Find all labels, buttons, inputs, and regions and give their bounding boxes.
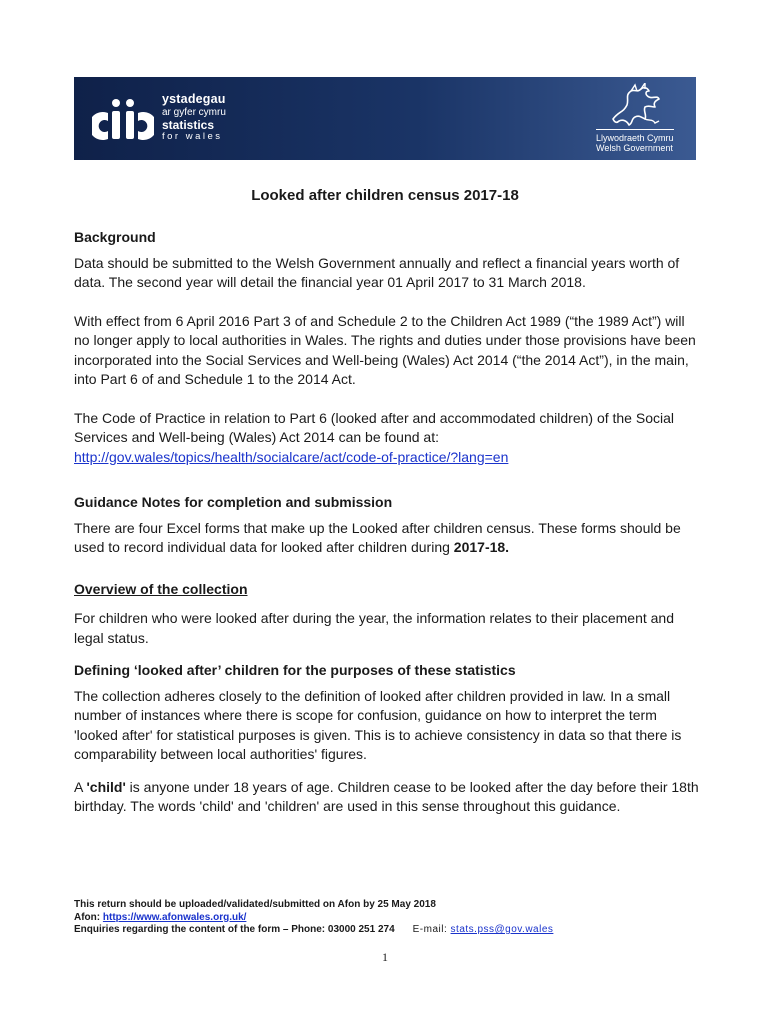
afon-label: Afon:: [74, 911, 103, 923]
statistics-wales-wordmark: [162, 93, 226, 141]
footer-enquiries: [74, 924, 553, 937]
logo-divider: [596, 129, 674, 130]
document-body: [74, 228, 704, 817]
child-term: 'child': [86, 778, 126, 795]
enquiries-text: Enquiries regarding the content of the form – Phone: 03000 251 274: [74, 924, 395, 935]
gov-name-welsh: Llywodraeth Cymru: [596, 133, 674, 143]
email-label: E-mail:: [412, 924, 451, 935]
logo-line-ar-gyfer-cymru: ar gyfer cymru: [162, 106, 226, 118]
defining-paragraph-2-b: is anyone under 18 years of age. Children cease to be looked after the day before their 18th birthday. The words 'child' and 'children' are used in this sense throughout this guidance.: [74, 778, 699, 814]
defining-paragraph-2: [74, 778, 704, 817]
overview-heading: Overview of the collection: [74, 580, 248, 597]
overview-paragraph: For children who were looked after during the year, the information relates to their placement and legal status.: [74, 610, 674, 646]
background-paragraph-1: Data should be submitted to the Welsh Government annually and reflect a financial years worth of data. The second year will detail the financial year 01 April 2017 to 31 March 2018.: [74, 254, 680, 290]
email-block: [413, 924, 554, 935]
defining-heading: Defining ‘looked after’ children for the purposes of these statistics: [74, 662, 516, 678]
welsh-government-logo: [588, 83, 682, 154]
background-paragraph-3-text: The Code of Practice in relation to Part 6 (looked after and accommodated children) of the Social Services and Well-being (Wales) Act 2014 can be found at:: [74, 409, 674, 445]
background-paragraph-2: With effect from 6 April 2016 Part 3 of and Schedule 2 to the Children Act 1989 (“the 1989 Act”) will no longer apply to local authorities in Wales. The rights and duties under those provisions have been incorporated into the Social Services and Well-being (Wales) Act 2014 (“the 2014 Act”), in the main, into Part 6 of and Schedule 1 to the 2014 Act.: [74, 312, 696, 387]
guidance-paragraph: [74, 519, 704, 558]
footer-afon: [74, 912, 553, 925]
defining-paragraph-2-a: A: [74, 778, 87, 795]
afon-link[interactable]: https://www.afonwales.org.uk/: [102, 911, 247, 923]
logo-line-for-wales: for wales: [162, 130, 223, 142]
background-paragraph-3: [74, 409, 704, 468]
statistics-wales-logo-icon: [92, 97, 154, 141]
guidance-heading: Guidance Notes for completion and submission: [74, 494, 393, 510]
background-heading: Background: [74, 229, 156, 245]
page-number: 1: [382, 950, 388, 964]
page-title: Looked after children census 2017-18: [251, 187, 519, 204]
dragon-icon: [605, 83, 665, 127]
logo-line-ystadegau: ystadegau: [162, 92, 226, 106]
guidance-paragraph-text: There are four Excel forms that make up the Looked after children census. These forms should be used to record individual data for looked after children during: [74, 519, 681, 555]
guidance-year: 2017-18.: [453, 539, 510, 555]
page-footer: [74, 899, 553, 937]
defining-paragraph-1: The collection adheres closely to the definition of looked after children provided in law. In a small number of instances where there is scope for confusion, guidance on how to interpret the term 'looked after' for statistical purposes is given. This is to achieve consistency in data so that there is comparability between local authorities' figures.: [74, 687, 682, 762]
logo-line-statistics: statistics: [162, 117, 215, 132]
header-banner: [74, 77, 696, 160]
code-of-practice-link[interactable]: http://gov.wales/topics/health/socialcare/act/code-of-practice/?lang=en: [74, 448, 509, 465]
email-link[interactable]: stats.pss@gov.wales: [450, 924, 554, 935]
gov-name-english: Welsh Government: [596, 143, 673, 154]
footer-deadline: This return should be uploaded/validated/submitted on Afon by 25 May 2018: [74, 899, 436, 910]
